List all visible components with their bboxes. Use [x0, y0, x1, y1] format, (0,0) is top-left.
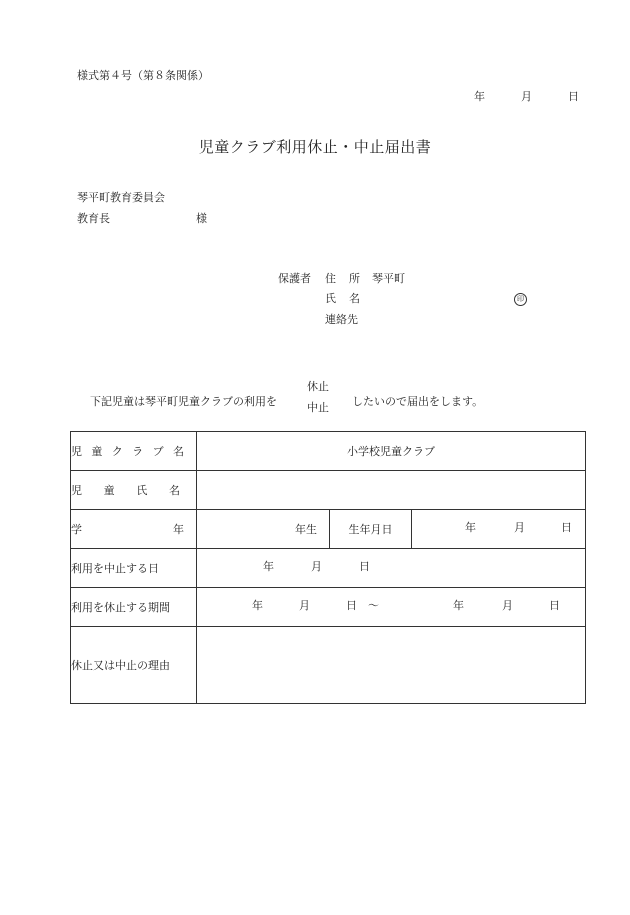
stop-date-year: 年: [263, 560, 274, 573]
contact-label: 連絡先: [325, 313, 358, 326]
pause-to-month: 月: [502, 599, 513, 612]
statement-option-stop: 中止: [307, 401, 329, 414]
pause-to-day: 日: [549, 599, 560, 612]
club-name-label: [71, 432, 197, 471]
pause-to-year: 年: [453, 599, 464, 612]
table-row-child-name: [71, 471, 586, 510]
pause-from-day: 日: [346, 599, 357, 612]
name-label-2: 名: [349, 292, 360, 305]
pause-from-month: 月: [299, 599, 310, 612]
club-name-label-char: 児: [71, 445, 82, 458]
statement-suffix: したいので届出をします。: [352, 395, 484, 408]
form-number: 様式第４号（第８条関係）: [77, 69, 209, 82]
birthdate-day: 日: [561, 521, 572, 534]
table-row-reason: [71, 627, 586, 704]
addressee-org: 琴平町教育委員会: [77, 191, 165, 204]
date-year-label: 年: [474, 90, 485, 103]
club-name-label-char: 童: [91, 445, 103, 458]
page-title: 児童クラブ利用休止・中止届出書: [198, 138, 432, 156]
name-label-1: 氏: [325, 292, 336, 305]
birthdate-month: 月: [514, 521, 525, 534]
birthdate-label-text: 生年月日: [348, 523, 393, 536]
seal-mark-icon: 印: [514, 293, 527, 306]
address-label-1: 住: [325, 272, 336, 285]
date-month-label: 月: [521, 90, 532, 103]
address-label-2: 所: [349, 272, 360, 285]
birthdate-label: [330, 510, 412, 549]
pause-range-separator: ～: [368, 599, 379, 612]
reason-label-text: 休止又は中止の理由: [71, 659, 170, 672]
stop-date-day: 日: [359, 560, 370, 573]
child-name-label-char: 児: [71, 484, 82, 497]
stop-date-label: [71, 549, 197, 588]
club-name-label-char: 名: [172, 445, 184, 458]
reason-label: [71, 627, 197, 704]
pause-period-label: [71, 588, 197, 627]
reason-field[interactable]: [197, 627, 586, 704]
applicant-role: 保護者: [278, 272, 311, 285]
grade-label-char: 年: [173, 523, 184, 536]
table-row-club-name: [71, 432, 586, 471]
stop-date-label-text: 利用を中止する日: [71, 562, 159, 575]
table-row-stop-date: [71, 549, 586, 588]
club-name-label-char: ク: [111, 445, 123, 458]
child-name-label-char: 名: [168, 484, 180, 497]
table-row-pause-period: [71, 588, 586, 627]
grade-field[interactable]: [197, 510, 330, 549]
stop-date-month: 月: [311, 560, 322, 573]
address-value: 琴平町: [372, 272, 405, 285]
pause-period-label-text: 利用を休止する期間: [71, 601, 170, 614]
club-name-label-char: ラ: [132, 445, 144, 458]
statement-prefix: 下記児童は琴平町児童クラブの利用を: [90, 395, 277, 408]
date-day-label: 日: [568, 90, 579, 103]
stop-date-field[interactable]: [197, 549, 586, 588]
club-name-value[interactable]: [197, 432, 586, 471]
child-name-field[interactable]: [197, 471, 586, 510]
grade-label-char: 学: [71, 523, 82, 536]
child-name-label: [71, 471, 197, 510]
grade-suffix: 年生: [295, 523, 317, 536]
birthdate-year: 年: [465, 521, 476, 534]
birthdate-field[interactable]: [412, 510, 586, 549]
child-name-label-char: 童: [103, 484, 115, 497]
club-name-label-char: ブ: [152, 445, 164, 458]
pause-period-field[interactable]: [197, 588, 586, 627]
grade-label: [71, 510, 197, 549]
addressee-honorific: 様: [196, 212, 207, 225]
form-table: [70, 431, 586, 704]
table-row-grade: [71, 510, 586, 549]
club-name-text: 小学校児童クラブ: [347, 445, 436, 458]
child-name-label-char: 氏: [136, 484, 148, 497]
addressee-position: 教育長: [77, 212, 110, 225]
statement-option-pause: 休止: [307, 380, 329, 393]
pause-from-year: 年: [252, 599, 263, 612]
